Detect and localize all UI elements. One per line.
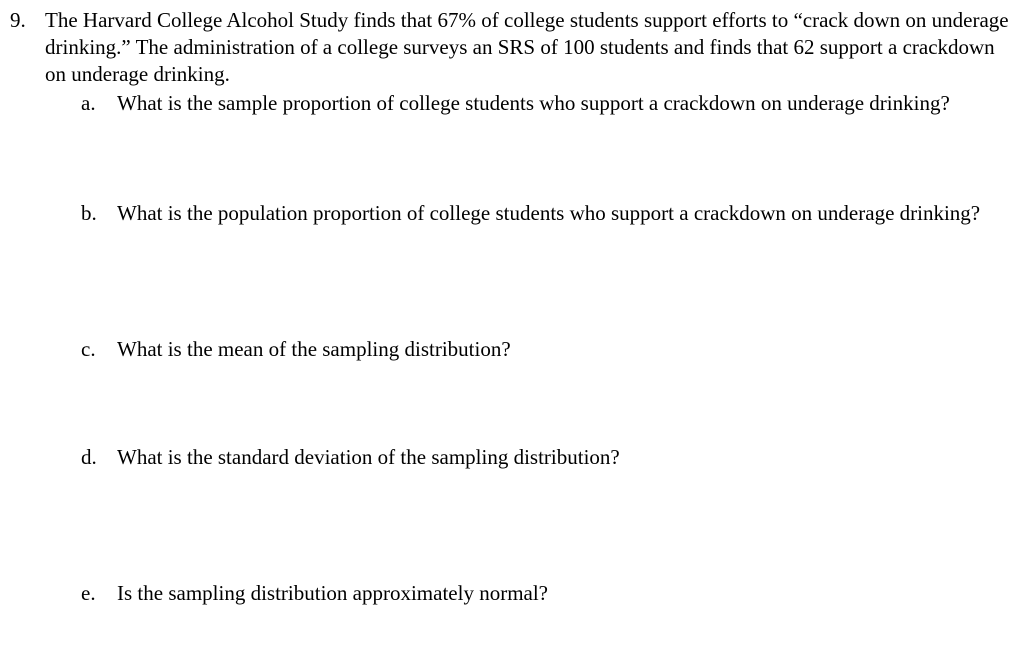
question-number: 9. xyxy=(10,8,26,32)
part-text: What is the standard deviation of the sampling distribution? xyxy=(117,445,620,469)
part-text: What is the population proportion of college students who support a crackdown on underage drinking? xyxy=(117,201,981,225)
question-stem: The Harvard College Alcohol Study finds that 67% of college students support efforts to “crack down on underage drinking.” The administration of a college surveys an SRS of 100 students and finds that 62 support a crackdown on underage drinking. xyxy=(45,8,1009,86)
part-letter: b. xyxy=(81,201,97,225)
part-text: Is the sampling distribution approximately normal? xyxy=(117,581,549,605)
part-text: What is the sample proportion of college students who support a crackdown on underage drinking? xyxy=(117,91,950,115)
part-letter: c. xyxy=(81,337,96,361)
part-letter: d. xyxy=(81,445,97,469)
part-text: What is the mean of the sampling distribution? xyxy=(117,337,511,361)
part-letter: e. xyxy=(81,581,96,605)
part-letter: a. xyxy=(81,91,96,115)
